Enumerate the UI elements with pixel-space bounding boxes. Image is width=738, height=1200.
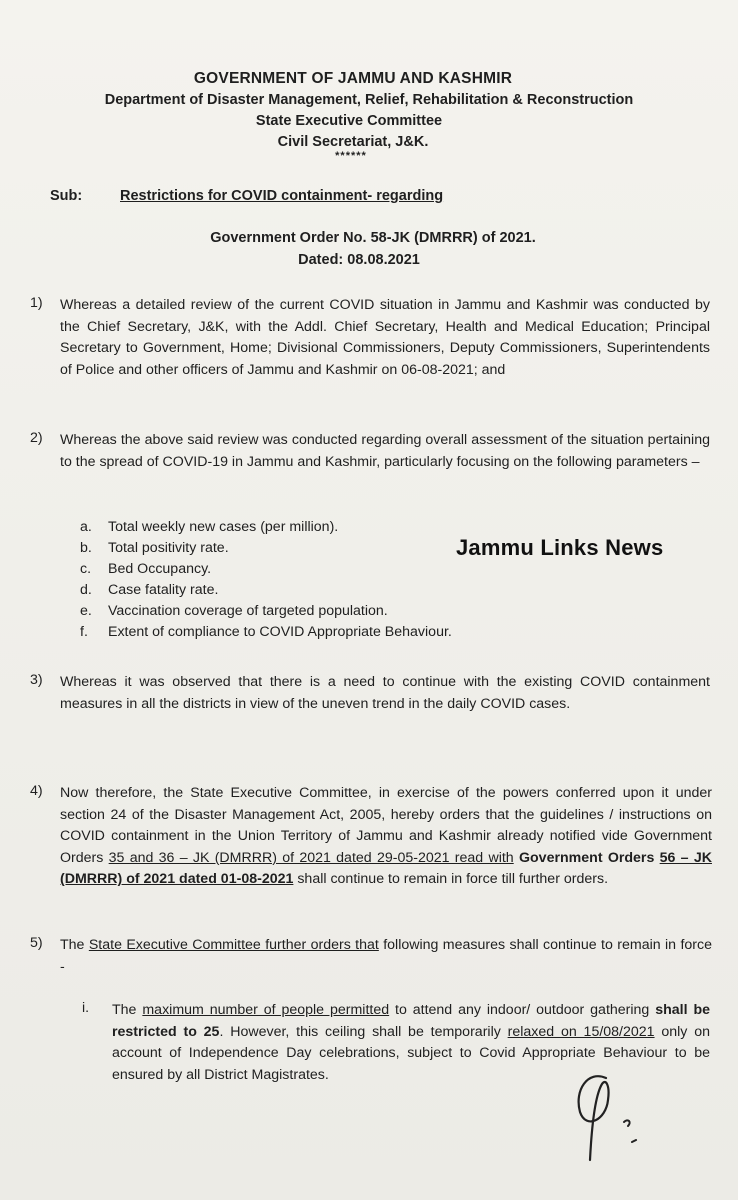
- para-5: [60, 935, 712, 978]
- header-committee: State Executive Committee: [255, 113, 443, 129]
- item-i-number: i.: [82, 1000, 90, 1016]
- para-5-text: The State Executive Committee further orders that following measures shall continue to remain in force -: [60, 937, 712, 975]
- header-stars: ******: [335, 150, 367, 162]
- item-i-text: The maximum number of people permitted to attend any indoor/ outdoor gathering shall be restricted to 25. However, this ceiling shall be temporarily relaxed on 15/08/2021 only on account of Independence Day celebrations, subject to Covid Appropriate Behaviour to be ensured by all District Magistrates.: [112, 1002, 711, 1083]
- para-1: [60, 295, 710, 381]
- order-number: Government Order No. 58-JK (DMRRR) of 2021.: [210, 230, 536, 246]
- signature-mark: [566, 1060, 656, 1170]
- para-3-number: 3): [30, 672, 43, 688]
- document-page: GOVERNMENT OF JAMMU AND KASHMIR Department of Disaster Management, Relief, Rehabilitation & Reconstruction State Executive Committee Civil Secretariat, J&K. ****** Sub: Restrictions for COVID containment- regarding Government Order No. 58-JK (DMRRR) of 2021. Dated: 08.08.2021 1) Whereas a detailed review of the current COVID situation in Jammu and Kashmir was conducted by the Chief Secretary, J&K, with the Addl. Chief Secretary, Health and Medical Education; Principal Secretary to Government, Home; Divisional Commissioners, Deputy Commissioners, Superintendents of Police and other officers of Jammu and Kashmir on 06-08-2021; and 2) Whereas the above said review was conducted regarding overall assessment of the situation pertaining to the spread of COVID-19 in Jammu and Kashmir, particularly focusing on the following parameters – a. Total weekly new cases (per million). b. Total positivity rate. c. Bed Occupancy. d. Case fatality rate. e. Vaccination coverage of targeted population. f. Extent of compliance to COVID Appropriate Behaviour. Jammu Links News 3) Whereas it was observed that there is a need to continue with the existing COVID containment measures in all the districts in view of the uneven trend in the daily COVID cases. 4) Now therefore, the State Executive Committee, in exercise of the powers conferred upon it under section 24 of the Disaster Management Act, 2005, hereby orders that the guidelines / instructions on COVID containment in the Union Territory of Jammu and Kashmir already notified vide Government Orders 35 and 36 – JK (DMRRR) of 2021 dated 29-05-2021 read with Government Orders 56 – JK (DMRRR) of 2021 dated 01-08-2021 shall continue to remain in force till further orders. 5) The State Executive Committee further orders that following measures shall continue to remain in force - i. The maximum number of people permitted to attend any indoor/ outdoor gathering shall be restricted to 25. However, this ceiling shall be temporarily relaxed on 15/08/2021 only on account of Independence Day celebrations, subject to Covid Appropriate Behaviour to be ensured by all District Magistrates.: [0, 0, 738, 1200]
- para-5-number: 5): [30, 935, 43, 951]
- para-2-number: 2): [30, 430, 43, 446]
- para-2: [60, 430, 710, 473]
- para-3: [60, 672, 710, 715]
- header-secretariat: Civil Secretariat, J&K.: [277, 134, 429, 150]
- header-department: Department of Disaster Management, Relief, Rehabilitation & Reconstruction: [104, 92, 634, 108]
- header-government: GOVERNMENT OF JAMMU AND KASHMIR: [193, 70, 513, 87]
- watermark-text: Jammu Links News: [456, 535, 664, 560]
- subject-label: Sub:: [50, 188, 83, 204]
- para-3-text: Whereas it was observed that there is a need to continue with the existing COVID containment measures in all the districts in view of the uneven trend in the daily COVID cases.: [60, 674, 710, 712]
- para-4-number: 4): [30, 783, 43, 799]
- para-2-text: Whereas the above said review was conducted regarding overall assessment of the situation pertaining to the spread of COVID-19 in Jammu and Kashmir, particularly focusing on the following parameters –: [60, 432, 710, 470]
- para-4-text: Now therefore, the State Executive Committee, in exercise of the powers conferred upon it under section 24 of the Disaster Management Act, 2005, hereby orders that the guidelines / instructions on COVID containment in the Union Territory of Jammu and Kashmir already notified vide Government Orders 35 and 36 – JK (DMRRR) of 2021 dated 29-05-2021 read with Government Orders 56 – JK (DMRRR) of 2021 dated 01-08-2021 shall continue to remain in force till further orders.: [60, 785, 712, 888]
- para-1-text: Whereas a detailed review of the current COVID situation in Jammu and Kashmir was conducted by the Chief Secretary, J&K, with the Addl. Chief Secretary, Health and Medical Education; Principal Secretary to Government, Home; Divisional Commissioners, Deputy Commissioners, Superintendents of Police and other officers of Jammu and Kashmir on 06-08-2021; and: [60, 297, 710, 378]
- order-date: Dated: 08.08.2021: [298, 252, 420, 268]
- para-1-number: 1): [30, 295, 43, 311]
- subject-text: Restrictions for COVID containment- regarding: [120, 188, 444, 204]
- para-4: [60, 783, 712, 891]
